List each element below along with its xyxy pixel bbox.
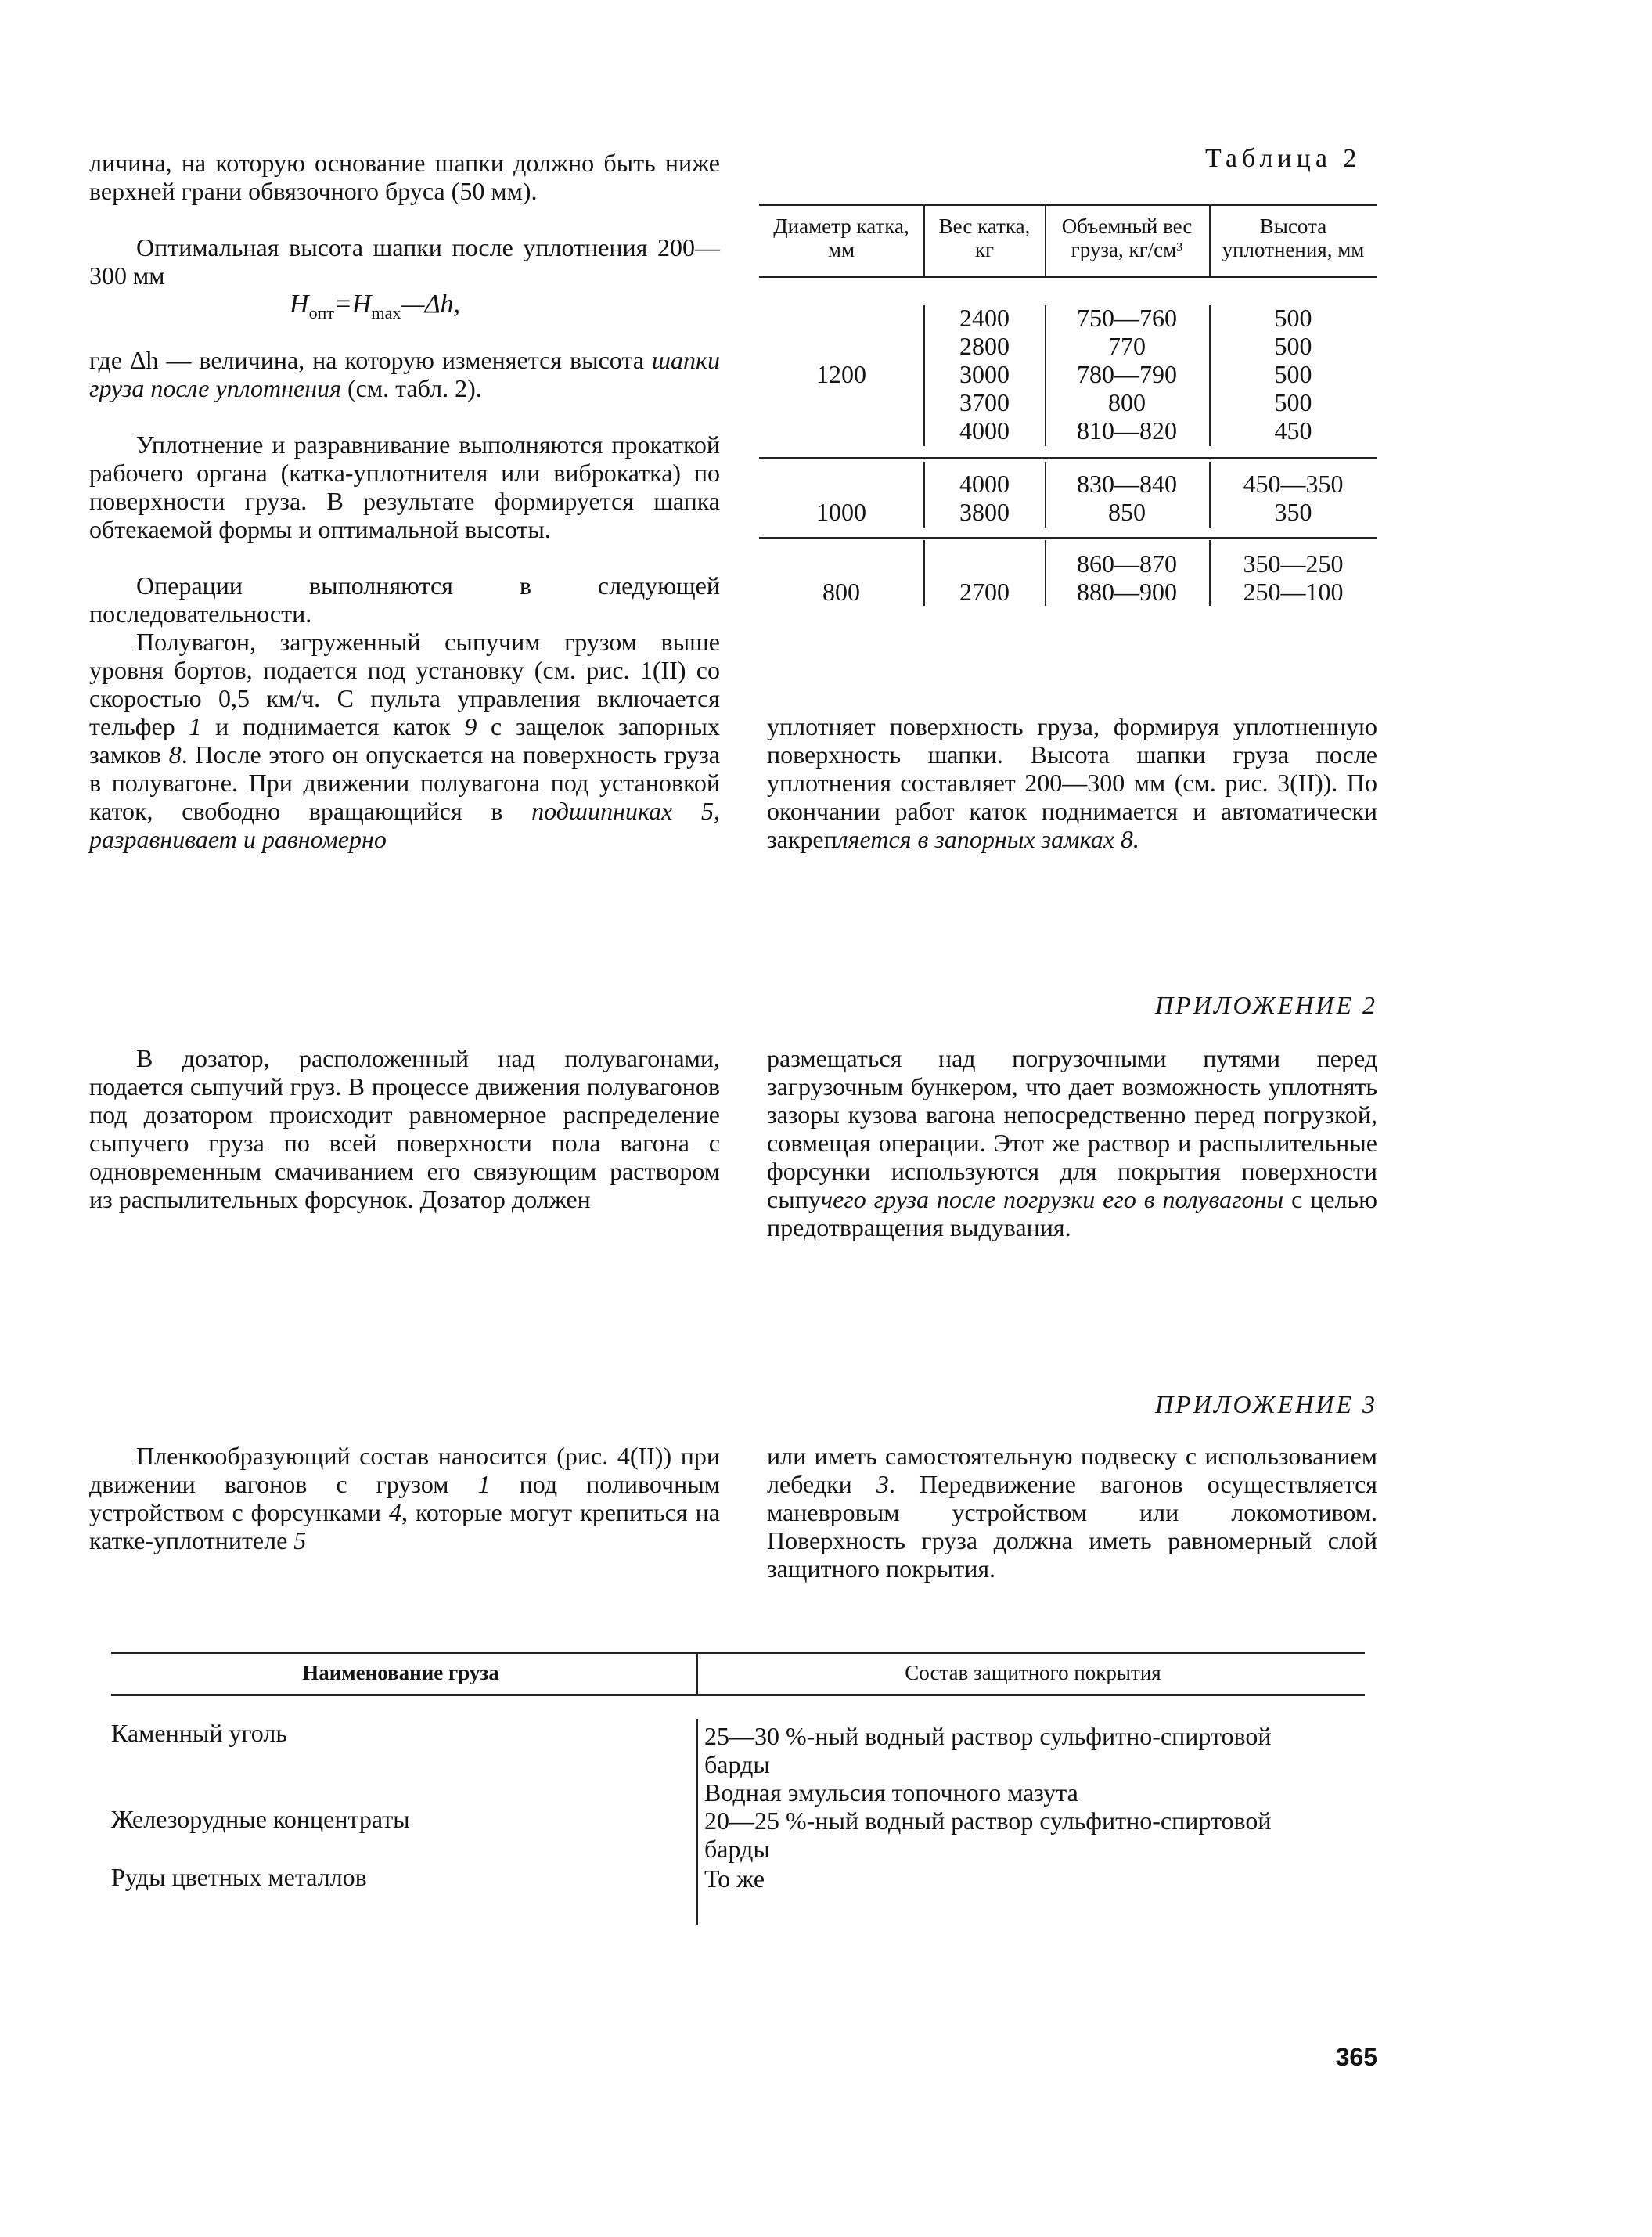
table2-vline — [1209, 205, 1211, 276]
table3-header-cargo: Наименование груза — [302, 1661, 499, 1684]
right-paragraph-1: уплотняет поверхность груза, формируя уплотненную поверхность шапки. Высота шапки груза после уплотнения составляет 200—300 мм (см. рис. 3(II)). По окончании работ каток поднимается и автоматически закрепляется в запорных замках 8. — [767, 712, 1377, 853]
left-paragraph-5: Операции выполняются в следующей последовательности. — [89, 571, 720, 628]
table2-height-cell: 500 — [1274, 360, 1312, 388]
table2-weight-cell: 2400 — [959, 304, 1010, 332]
table2-group-rule-1 — [759, 457, 1377, 459]
table3-cargo-cell: Руды цветных металлов — [111, 1863, 367, 1891]
table2-density-cell: 880—900 — [1077, 578, 1177, 606]
table2-diameter-800: 800 — [822, 578, 860, 606]
table2-vline — [923, 462, 925, 528]
table2-height-cell: 350—250 — [1243, 549, 1344, 578]
table3-coating-line: барды — [704, 1835, 770, 1863]
table2-height-cell: 500 — [1274, 332, 1312, 360]
table3-coating-line: 20—25 %-ный водный раствор сульфитно-спиртовой — [704, 1807, 1272, 1835]
left-paragraph-4: Уплотнение и разравнивание выполняются прокаткой рабочего органа (катка-уплотнителя или виброкатка) по поверхности груза. В результате формируется шапка обтекаемой формы и оптимальной высоты. — [89, 430, 720, 543]
table2-weight-cell: 4000 — [959, 416, 1010, 445]
table2-group-rule-2 — [759, 537, 1377, 539]
table3-coating-line: 25—30 %-ный водный раствор сульфитно-спиртовой — [704, 1722, 1272, 1750]
table2-height-cell: 450—350 — [1243, 470, 1344, 498]
table2-height-cell: 450 — [1274, 416, 1312, 445]
appendix-2-title: ПРИЛОЖЕНИЕ 2 — [1155, 991, 1377, 1019]
table2-weight-cell: 2800 — [959, 332, 1010, 360]
table2-vline — [923, 205, 925, 276]
table2-vline — [1045, 540, 1046, 606]
table2-vline — [923, 305, 925, 446]
formula-h-opt: $H_{опт}=H_{max}—\Delta h$, — [290, 290, 461, 322]
table2-height-cell: 350 — [1274, 498, 1312, 526]
table2-diameter-1000: 1000 — [816, 498, 866, 526]
table2-header-weight: Вес катка, кг — [938, 214, 1031, 261]
table2-weight-cell: 2700 — [959, 578, 1010, 606]
left-paragraph-1: личина, на которую основание шапки должно быть ниже верхней грани обвязочного бруса (50 мм). — [89, 149, 720, 205]
table2-vline — [1045, 462, 1046, 528]
table3-vline — [696, 1719, 698, 1925]
table2-weight-cell: 3000 — [959, 360, 1010, 388]
table2-vline — [1045, 305, 1046, 446]
table2-density-cell: 750—760 — [1077, 304, 1177, 332]
table3-coating-line: барды — [704, 1750, 770, 1778]
table2-caption: Таблица 2 — [1205, 144, 1362, 173]
table2-header-density: Объемный вес груза, кг/см³ — [1061, 214, 1193, 261]
table2-vline — [923, 540, 925, 606]
page-number: 365 — [1335, 2043, 1377, 2071]
appendix-2-right-text: размещаться над погрузочными путями перед загрузочным бункером, что дает возможность уплотнять зазоры кузова вагона непосредственно перед погрузкой, совмещая операции. Этот же раствор и распылительные форсунки используются для покрытия поверхности сыпучего груза после погрузки его в полувагоны с целью предотвращения выдувания. — [767, 1044, 1378, 1241]
table2-weight-cell: 3700 — [959, 388, 1010, 416]
table2-weight-cell: 3800 — [959, 498, 1010, 526]
table2-vline — [1209, 305, 1211, 446]
table2-density-cell: 860—870 — [1077, 549, 1177, 578]
table3-cargo-cell: Каменный уголь — [111, 1719, 287, 1747]
table2-vline — [1045, 205, 1046, 276]
table2-header-height: Высота уплотнения, мм — [1222, 214, 1365, 261]
table3-header-rule — [111, 1694, 1365, 1696]
left-paragraph-2: Оптимальная высота шапки после уплотнения 200—300 мм — [89, 233, 720, 290]
left-paragraph-6: Полувагон, загруженный сыпучим грузом выше уровня бортов, подается под установку (см. рис. 1(II) со скоростью 0,5 км/ч. С пульта управления включается тельфер 1 и поднимается каток 9 с защелок запорных замков 8. После этого он опускается на поверхность груза в полувагоне. При движении полувагона под установкой каток, свободно вращающийся в подшипниках 5, разравнивает и равномерно — [89, 628, 721, 853]
table2-height-cell: 500 — [1274, 388, 1312, 416]
table3-cargo-cell: Железорудные концентраты — [111, 1805, 410, 1833]
table2-diameter-1200: 1200 — [816, 360, 866, 388]
table2-vline — [1209, 462, 1211, 528]
table2-header-rule — [759, 276, 1377, 278]
table2-density-cell: 810—820 — [1077, 416, 1177, 445]
table2-density-cell: 770 — [1108, 332, 1146, 360]
table2-density-cell: 780—790 — [1077, 360, 1177, 388]
table2-top-rule — [759, 204, 1377, 206]
table3-coating-line: Водная эмульсия топочного мазута — [704, 1778, 1078, 1807]
table3-coating-line: То же — [704, 1864, 765, 1893]
appendix-3-left-text: Пленкообразующий состав наносится (рис. 4(II)) при движении вагонов с грузом 1 под поливочным устройством с форсунками 4, которые могут крепиться на катке-уплотнителе 5 — [89, 1442, 721, 1554]
table2-density-cell: 800 — [1108, 388, 1146, 416]
table2-density-cell: 830—840 — [1077, 470, 1177, 498]
left-paragraph-3: где Δh — величина, на которую изменяется высота шапки груза после уплотнения (см. табл. 2). — [89, 346, 720, 402]
table3-header-coating: Состав защитного покрытия — [905, 1661, 1161, 1684]
table2-density-cell: 850 — [1108, 498, 1146, 526]
appendix-3-title: ПРИЛОЖЕНИЕ 3 — [1155, 1390, 1377, 1418]
table2-header-diameter: Диаметр катка, мм — [773, 214, 909, 261]
table2-height-cell: 250—100 — [1243, 578, 1344, 606]
table3-top-rule — [111, 1652, 1365, 1654]
table2-vline — [1209, 540, 1211, 606]
table2-height-cell: 500 — [1274, 304, 1312, 332]
appendix-2-left-text: В дозатор, расположенный над полувагонами, подается сыпучий груз. В процессе движения полувагонов под дозатором происходит равномерное распределение сыпучего груза по всей поверхности пола вагона с одновременным смачиванием его связующим раствором из распылительных форсунок. Дозатор должен — [89, 1044, 720, 1213]
table2-weight-cell: 4000 — [959, 470, 1010, 498]
table3-vline — [696, 1653, 698, 1694]
appendix-3-right-text: или иметь самостоятельную подвеску с использованием лебедки 3. Передвижение вагонов осуществляется маневровым устройством или локомотивом. Поверхность груза должна иметь равномерный слой защитного покрытия. — [767, 1442, 1378, 1583]
